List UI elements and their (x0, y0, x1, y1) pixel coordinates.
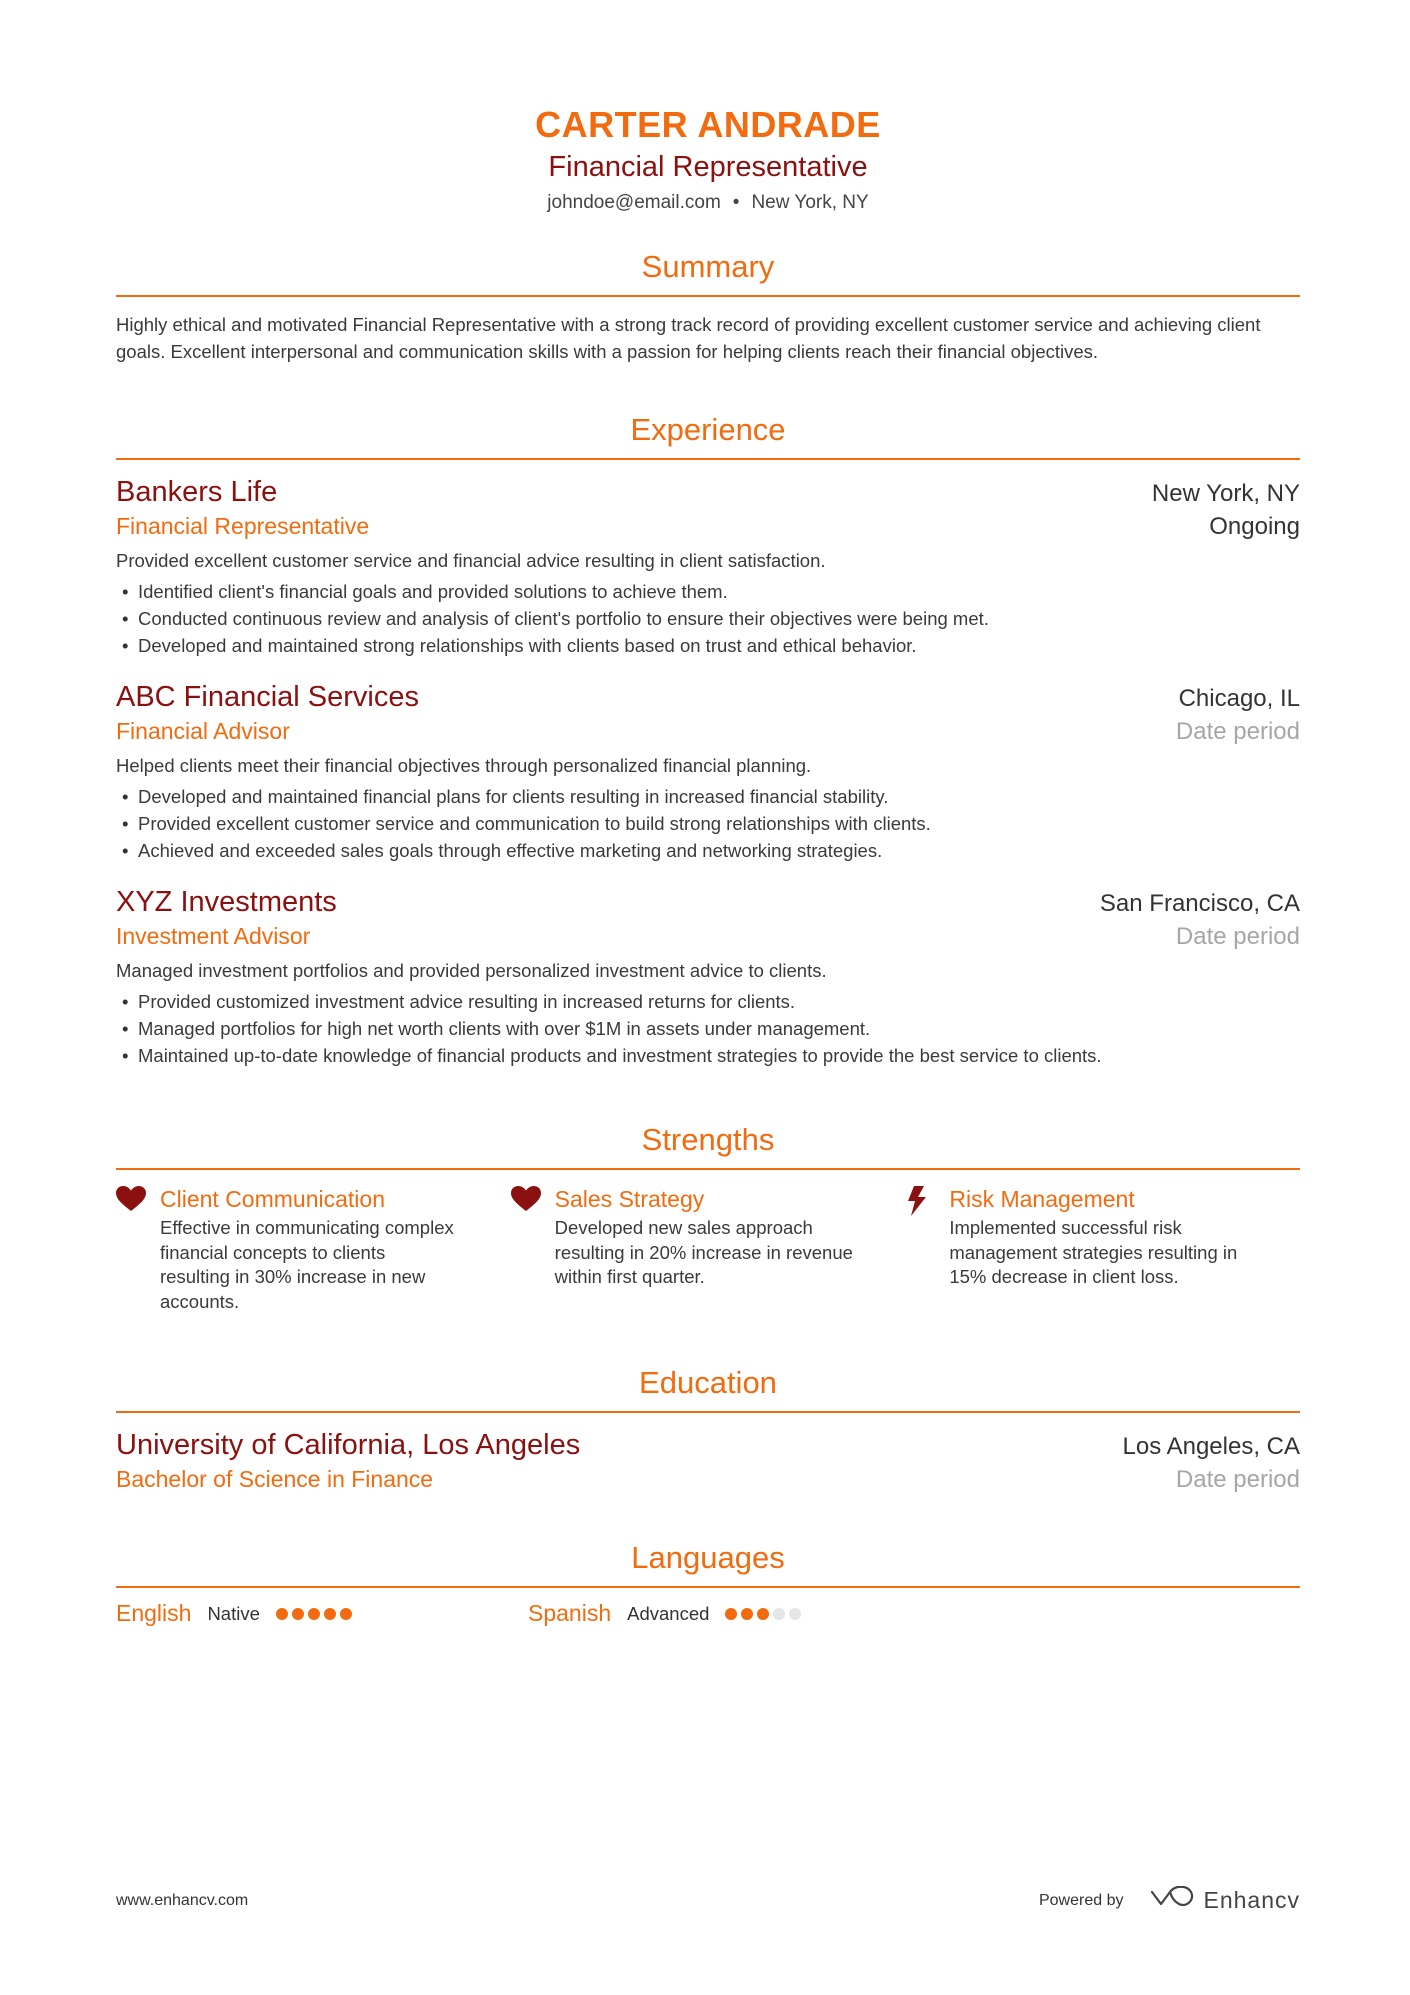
job-location: San Francisco, CA (1099, 890, 1300, 917)
language-name: English (116, 1600, 192, 1626)
strengths-list (116, 1184, 1300, 1314)
strength-text: Developed new sales approach resulting in 20% increase in revenue within first quarter. (554, 1217, 853, 1287)
powered-by (1039, 1886, 1300, 1915)
section-title-experience: Experience (630, 412, 786, 447)
resume-header (116, 0, 1300, 216)
section-divider (116, 1168, 1300, 1170)
strength-title: Sales Strategy (554, 1186, 705, 1212)
job-description: Provided excellent customer service and financial advice resulting in client satisfaction. (116, 550, 826, 571)
strength-item (905, 1184, 1300, 1314)
job-date: Date period (1175, 923, 1300, 950)
section-divider (116, 1411, 1300, 1413)
section-divider (116, 1586, 1300, 1588)
languages-section (116, 1539, 1300, 1627)
brand-name[interactable]: Enhancv (1203, 1887, 1300, 1913)
company-name: XYZ Investments (116, 886, 337, 918)
section-divider (116, 295, 1300, 297)
company-name: Bankers Life (116, 476, 278, 508)
list-item: • Identified client's financial goals and provided solutions to achieve them. (116, 578, 1300, 605)
section-title-strengths: Strengths (641, 1122, 775, 1157)
enhancv-logo-icon (1149, 1886, 1195, 1915)
list-item: • Developed and maintained strong relationships with clients based on trust and ethical behavior. (116, 632, 1300, 659)
separator-dot: • (732, 192, 740, 213)
email[interactable]: johndoe@email.com (547, 192, 721, 213)
job-role: Financial Representative (116, 513, 370, 539)
job-entry (116, 474, 1300, 659)
candidate-title: Financial Representative (548, 151, 868, 183)
rating-dot-filled (324, 1608, 336, 1620)
experience-section (116, 411, 1300, 1069)
education-section (116, 1364, 1300, 1495)
job-date: Date period (1175, 718, 1300, 745)
rating-dot-empty (789, 1608, 801, 1620)
summary-section (116, 248, 1300, 365)
language-item (528, 1600, 940, 1627)
job-role: Financial Advisor (116, 718, 290, 744)
heart-icon (116, 1184, 160, 1314)
degree: Bachelor of Science in Finance (116, 1466, 434, 1492)
strength-title: Client Communication (160, 1186, 385, 1212)
summary-text: Highly ethical and motivated Financial Representative with a strong track record of providing excellent customer service and achieving client goals. Excellent interpersonal and communication skills with a passion for helping clients reach their financial objectives. (116, 314, 1261, 362)
job-description: Managed investment portfolios and provided personalized investment advice to clients. (116, 960, 827, 981)
school-location: Los Angeles, CA (1122, 1433, 1300, 1460)
powered-by-label: Powered by (1038, 1891, 1124, 1909)
list-item: • Provided customized investment advice resulting in increased returns for clients. (116, 988, 1300, 1015)
section-divider (116, 458, 1300, 460)
contact-line (116, 190, 1300, 216)
rating-dot-filled (308, 1608, 320, 1620)
page-footer (116, 1886, 1300, 1915)
job-location: Chicago, IL (1178, 685, 1300, 712)
language-item (116, 1600, 528, 1627)
company-name: ABC Financial Services (116, 681, 419, 713)
language-level: Native (207, 1602, 260, 1624)
list-item: • Developed and maintained financial plans for clients resulting in increased financial stability. (116, 783, 1300, 810)
list-item: • Maintained up-to-date knowledge of financial products and investment strategies to provide the best service to clients. (116, 1042, 1300, 1069)
education-date: Date period (1175, 1466, 1300, 1493)
strengths-section (116, 1121, 1300, 1314)
strength-text: Effective in communicating complex financial concepts to clients resulting in 30% increase in new accounts. (160, 1217, 454, 1312)
job-entry (116, 884, 1300, 1069)
lightning-icon (905, 1184, 949, 1314)
job-bullets (116, 988, 1300, 1069)
list-item: • Managed portfolios for high net worth clients with over $1M in assets under management. (116, 1015, 1300, 1042)
strength-item (511, 1184, 906, 1314)
strength-item (116, 1184, 511, 1314)
proficiency-dots (276, 1608, 352, 1620)
rating-dot-filled (725, 1608, 737, 1620)
candidate-name: CARTER ANDRADE (535, 104, 881, 145)
job-entry (116, 679, 1300, 864)
list-item: • Achieved and exceeded sales goals through effective marketing and networking strategies. (116, 837, 1300, 864)
rating-dot-filled (757, 1608, 769, 1620)
job-bullets (116, 578, 1300, 659)
job-description: Helped clients meet their financial objectives through personalized financial planning. (116, 755, 812, 776)
strength-text: Implemented successful risk management strategies resulting in 15% decrease in client loss. (949, 1217, 1238, 1287)
job-bullets (116, 783, 1300, 864)
job-role: Investment Advisor (116, 923, 311, 949)
footer-url[interactable]: www.enhancv.com (116, 1891, 249, 1909)
section-title-summary: Summary (641, 249, 775, 284)
strength-title: Risk Management (949, 1186, 1135, 1212)
rating-dot-filled (292, 1608, 304, 1620)
rating-dot-empty (773, 1608, 785, 1620)
rating-dot-filled (741, 1608, 753, 1620)
job-location: New York, NY (1151, 480, 1300, 507)
resume-page (116, 0, 1300, 1627)
section-title-education: Education (639, 1365, 777, 1400)
proficiency-dots (725, 1608, 801, 1620)
language-name: Spanish (528, 1600, 612, 1626)
job-date: Ongoing (1209, 513, 1300, 540)
school-name: University of California, Los Angeles (116, 1429, 581, 1461)
rating-dot-filled (276, 1608, 288, 1620)
list-item: • Provided excellent customer service and communication to build strong relationships with clients. (116, 810, 1300, 837)
language-level: Advanced (627, 1602, 710, 1624)
heart-icon (511, 1184, 555, 1314)
education-entry (116, 1427, 1300, 1495)
list-item: • Conducted continuous review and analysis of client's portfolio to ensure their objectives were being met. (116, 605, 1300, 632)
section-title-languages: Languages (631, 1540, 785, 1575)
location: New York, NY (751, 192, 869, 213)
rating-dot-filled (340, 1608, 352, 1620)
languages-list (116, 1600, 1300, 1627)
